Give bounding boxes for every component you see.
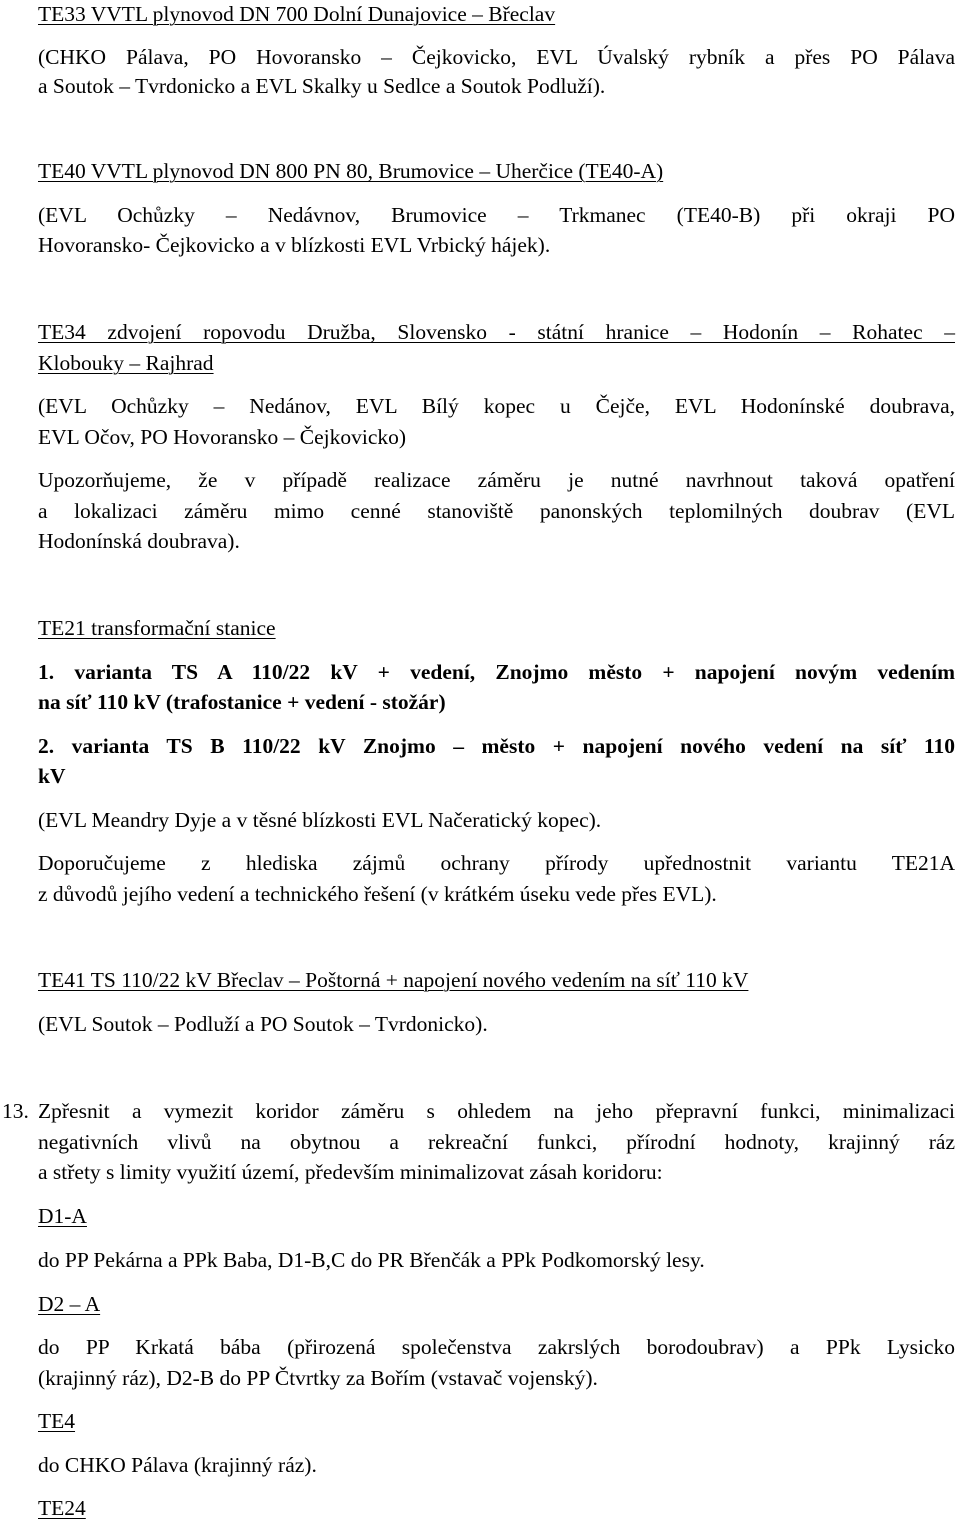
te21-variant2-line-1: 2. varianta TS B 110/22 kV Znojmo – město + napojení nového vedení na síť 110	[38, 734, 955, 758]
te21-recommend-line-1: Doporučujeme z hlediska zájmů ochrany přírody upřednostnit variantu TE21A	[38, 851, 955, 875]
te21-recommend-line-2: z důvodů jejího vedení a technického řešení (v krátkém úseku vede přes EVL).	[38, 882, 717, 906]
te4-heading: TE4	[38, 1409, 76, 1433]
item13-line-3: a střety s limity využití území, především minimalizovat zásah koridoru:	[38, 1160, 663, 1184]
item13-line-2: negativních vlivů na obytnou a rekreační funkci, přírodní hodnoty, krajinný ráz	[38, 1130, 955, 1154]
te34-note-line-1: Upozorňujeme, že v případě realizace záměru je nutné navrhnout taková opatření	[38, 468, 955, 492]
te34-heading-line-2: Klobouky – Rajhrad	[38, 351, 214, 375]
te34-line-2: EVL Očov, PO Hovoransko – Čejkovicko)	[38, 425, 407, 449]
te40-line-2: Hovoransko- Čejkovicko a v blízkosti EVL Vrbický hájek).	[38, 233, 551, 257]
te41-line: (EVL Soutok – Podluží a PO Soutok – Tvrdonicko).	[38, 1012, 488, 1036]
d1a-line: do PP Pekárna a PPk Baba, D1-B,C do PR Břenčák a PPk Podkomorský lesy.	[38, 1248, 705, 1272]
te21-evl-line: (EVL Meandry Dyje a v těsné blízkosti EVL Načeratický kopec).	[38, 808, 602, 832]
d2a-heading: D2 – A	[38, 1292, 101, 1316]
te21-variant1-line-2: na síť 110 kV (trafostanice + vedení - stožár)	[38, 690, 446, 714]
te34-line-1: (EVL Ochůzky – Nedánov, EVL Bílý kopec u Čejče, EVL Hodonínské doubrava,	[38, 394, 955, 418]
te21-variant2-line-2: kV	[38, 764, 66, 788]
te40-line-1: (EVL Ochůzky – Nedávnov, Brumovice – Trkmanec (TE40-B) při okraji PO	[38, 203, 955, 227]
te21-heading: TE21 transformační stanice	[38, 616, 276, 640]
te41-heading: TE41 TS 110/22 kV Břeclav – Poštorná + napojení nového vedením na síť 110 kV	[38, 968, 749, 992]
te34-heading-line-1: TE34 zdvojení ropovodu Družba, Slovensko - státní hranice – Hodonín – Rohatec –	[38, 320, 955, 344]
item13-number: 13.	[2, 1099, 29, 1123]
te40-heading: TE40 VVTL plynovod DN 800 PN 80, Brumovice – Uherčice (TE40-A)	[38, 159, 664, 183]
te33-heading: TE33 VVTL plynovod DN 700 Dolní Dunajovice – Břeclav	[38, 2, 556, 26]
te24-heading: TE24	[38, 1496, 86, 1520]
d1a-heading: D1-A	[38, 1204, 87, 1228]
d2a-line-1: do PP Krkatá bába (přirozená společenstva zakrslých borodoubrav) a PPk Lysicko	[38, 1335, 955, 1359]
te4-line: do CHKO Pálava (krajinný ráz).	[38, 1453, 317, 1477]
te34-note-line-3: Hodonínská doubrava).	[38, 529, 240, 553]
d2a-line-2: (krajinný ráz), D2-B do PP Čtvrtky za Bořím (vstavač vojenský).	[38, 1366, 598, 1390]
te33-line-2: a Soutok – Tvrdonicko a EVL Skalky u Sedlce a Soutok Podluží).	[38, 74, 606, 98]
te34-note-line-2: a lokalizaci záměru mimo cenné stanoviště panonských teplomilných doubrav (EVL	[38, 499, 955, 523]
item13-line-1: Zpřesnit a vymezit koridor záměru s ohledem na jeho přepravní funkci, minimalizaci	[38, 1099, 955, 1123]
te33-line-1: (CHKO Pálava, PO Hovoransko – Čejkovicko, EVL Úvalský rybník a přes PO Pálava	[38, 45, 955, 69]
te21-variant1-line-1: 1. varianta TS A 110/22 kV + vedení, Znojmo město + napojení novým vedením	[38, 660, 955, 684]
